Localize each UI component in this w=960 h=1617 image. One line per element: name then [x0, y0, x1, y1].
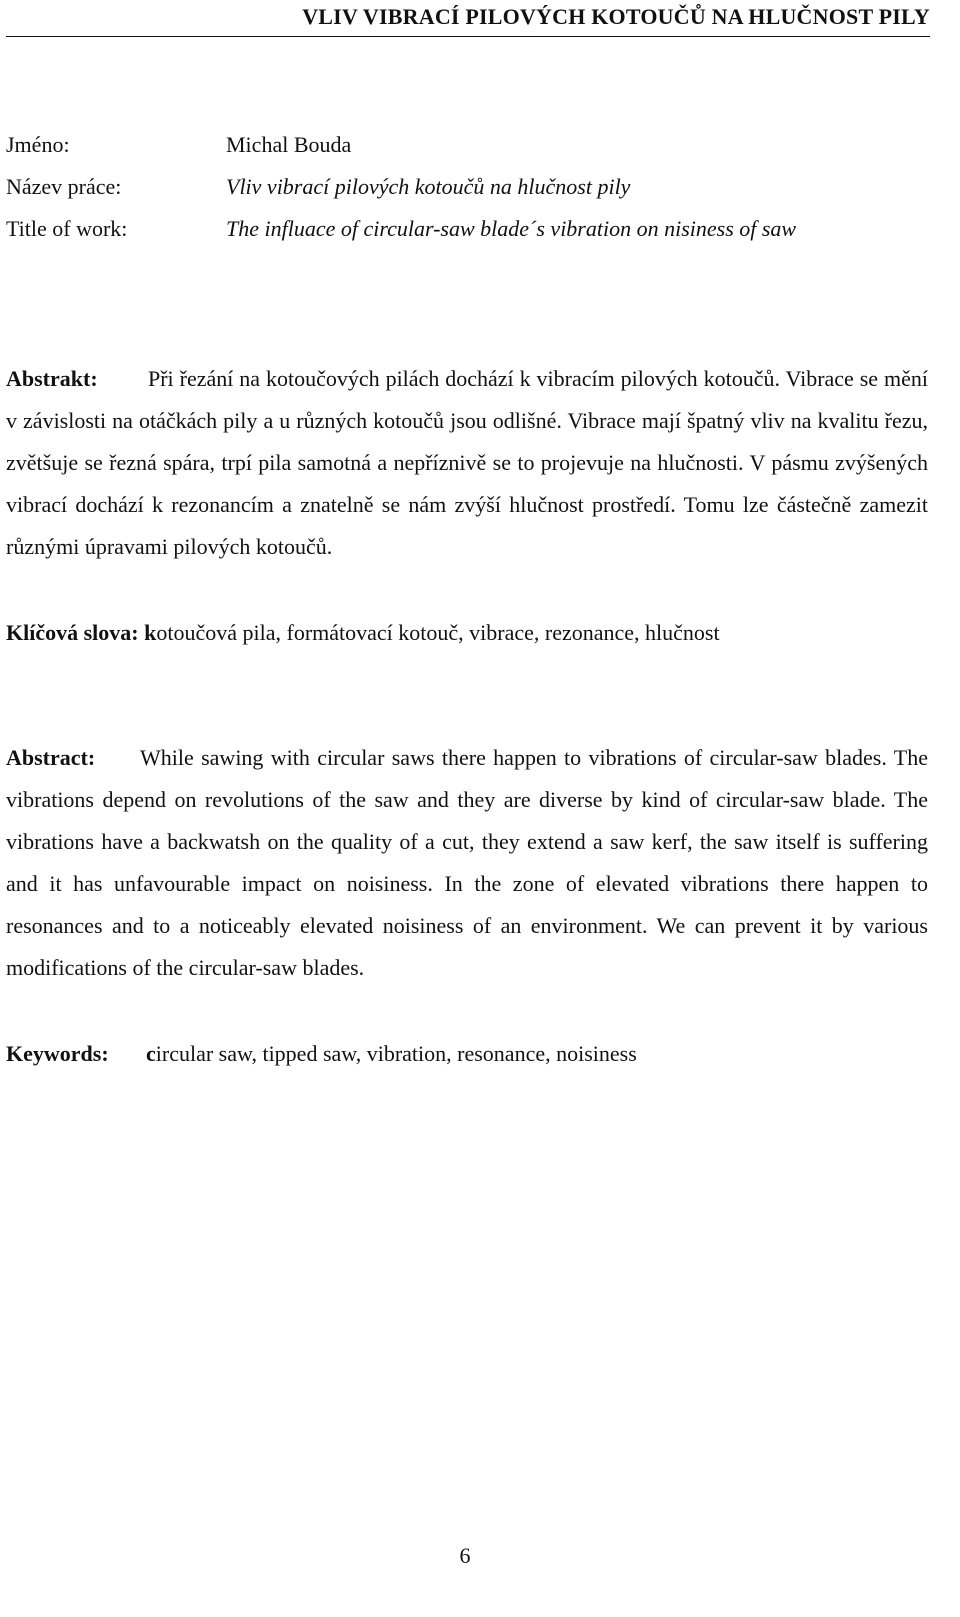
- keywords-en-text: ircular saw, tipped saw, vibration, resonance, noisiness: [155, 1041, 637, 1066]
- keywords-cz-label: Klíčová slova:: [6, 620, 139, 645]
- keywords-cz-first-letter: k: [144, 620, 157, 645]
- title-cz-label: Název práce:: [6, 174, 122, 199]
- abstract-cz-text: Při řezání na kotoučových pilách dochází k vibracím pilových kotoučů. Vibrace se mění v závislosti na otáčkách pily a u různých kotoučů jsou odlišné. Vibrace mají špatný vliv na kvalitu řezu, zvětšuje se řezná spára, trpí pila samotná a nepříznivě se to projevuje na hlučnosti. V pásmu zvýšených vibrací dochází k rezonancím a znatelně se nám zvýší hlučnost prostředí. Tomu lze částečně zamezit různými úpravami pilových kotoučů.: [6, 366, 928, 559]
- running-header-title: VLIV VIBRACÍ PILOVÝCH KOTOUČŮ NA HLUČNOST PILY: [302, 4, 930, 29]
- name-label: Jméno:: [6, 132, 70, 157]
- keywords-en-first-letter: c: [146, 1041, 156, 1066]
- keywords-en: [6, 1041, 637, 1067]
- abstract-cz: [6, 358, 928, 568]
- keywords-cz-text: otoučová pila, formátovací kotouč, vibrace, rezonance, hlučnost: [156, 620, 720, 645]
- header-rule: [6, 36, 930, 37]
- title-en-label: Title of work:: [6, 216, 128, 241]
- abstract-cz-label: Abstrakt:: [6, 366, 98, 391]
- keywords-en-label: Keywords:: [6, 1041, 109, 1066]
- abstract-en: [6, 737, 928, 989]
- keywords-cz: [6, 620, 720, 646]
- title-cz-value: Vliv vibrací pilových kotoučů na hlučnost pily: [226, 174, 631, 199]
- abstract-en-text: While sawing with circular saws there happen to vibrations of circular-saw blades. The vibrations depend on revolutions of the saw and they are diverse by kind of circular-saw blade. The vibrations have a backwatsh on the quality of a cut, they extend a saw kerf, the saw itself is suffering and it has unfavourable impact on noisiness. In the zone of elevated vibrations there happen to resonances and to a noticeably elevated noisiness of an environment. We can prevent it by various modifications of the circular-saw blades.: [6, 745, 928, 980]
- page-number: 6: [459, 1543, 471, 1568]
- name-value: Michal Bouda: [226, 132, 352, 157]
- title-en-value: The influace of circular-saw blade´s vibration on nisiness of saw: [226, 216, 797, 241]
- abstract-en-label: Abstract:: [6, 745, 96, 770]
